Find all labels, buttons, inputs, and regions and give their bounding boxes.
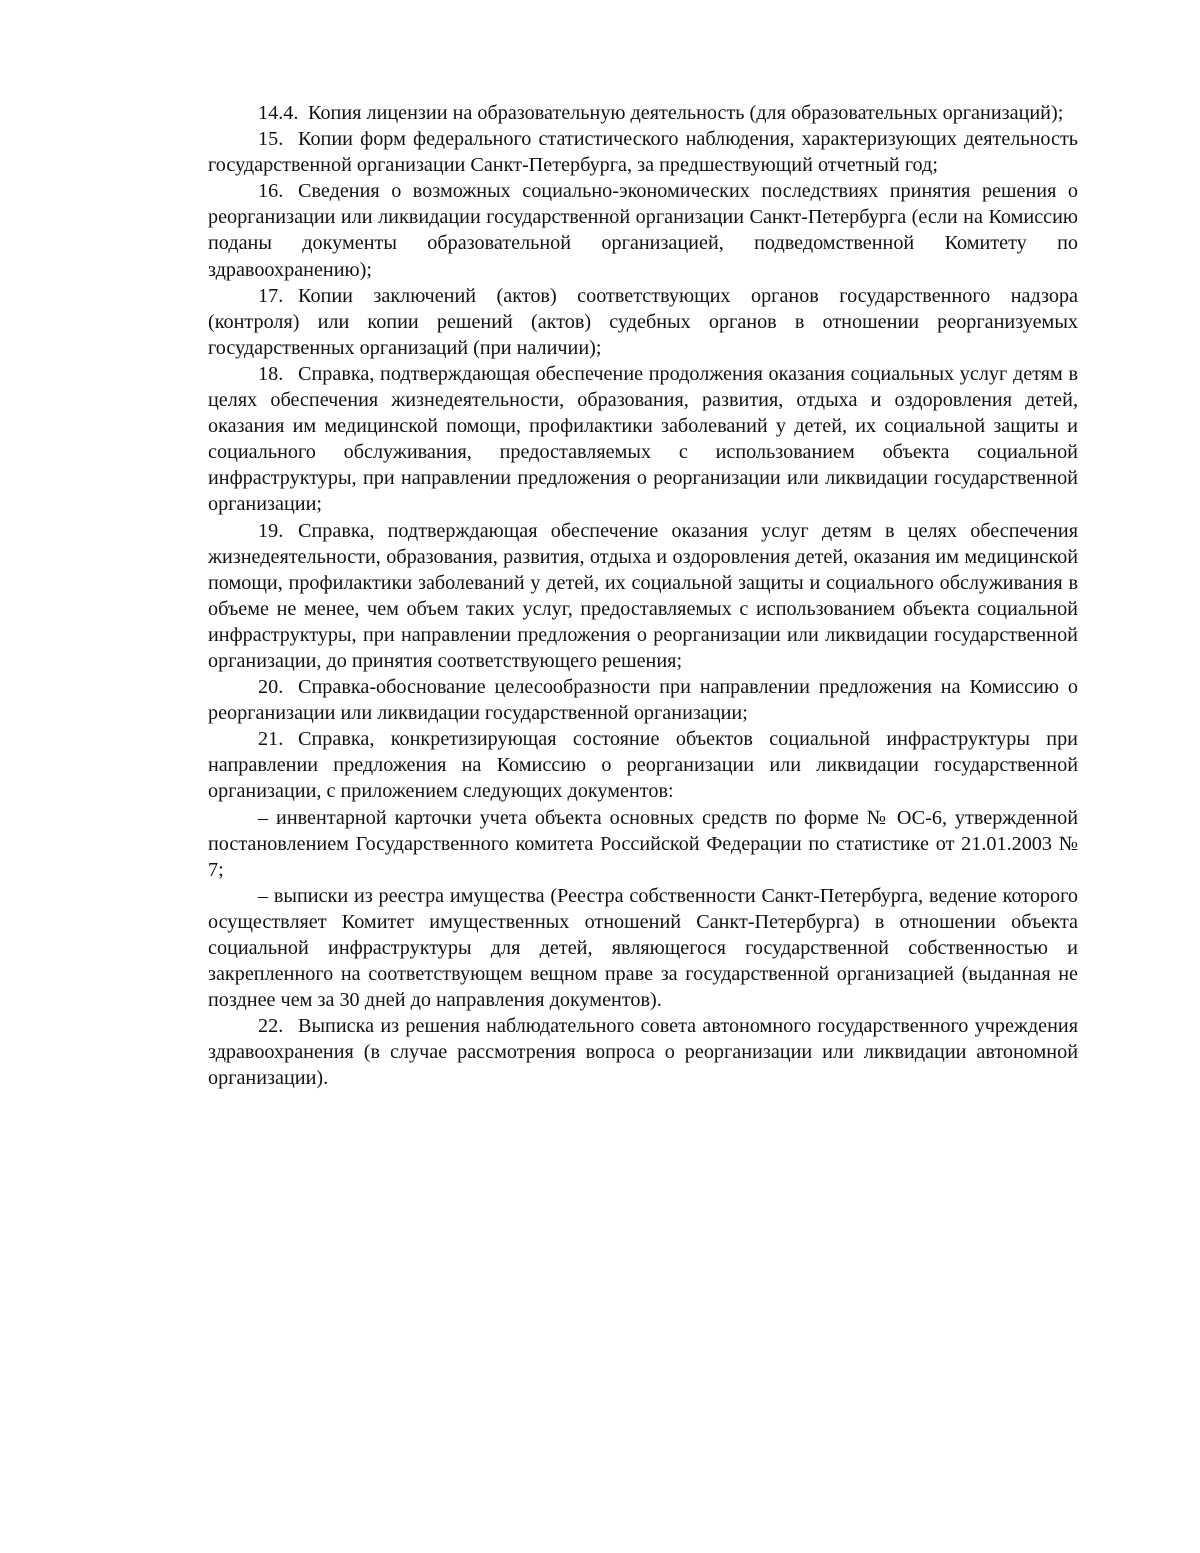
document-page bbox=[208, 100, 1078, 1092]
item-number: 20. bbox=[258, 676, 284, 699]
item-16 bbox=[208, 178, 1078, 282]
item-20 bbox=[208, 674, 1078, 726]
item-15 bbox=[208, 126, 1078, 178]
item-number: 16. bbox=[258, 180, 284, 203]
item-text: Копии заключений (актов) соответствующих органов государственного надзора (контроля) или копии решений (актов) судебных органов в отношении реорганизуемых государственных организаций (при наличии); bbox=[208, 284, 1078, 359]
item-number: 17. bbox=[258, 284, 284, 307]
item-text: Справка, конкретизирующая состояние объектов социальной инфраструктуры при направлении предложения на Комиссию о реорганизации или ликвидации государственной организации, с приложением следующих документов: bbox=[208, 728, 1078, 803]
item-number: 21. bbox=[258, 728, 284, 751]
item-text: – инвентарной карточки учета объекта основных средств по форме № ОС-6, утвержденной постановлением Государственного комитета Российской Федерации по статистике от 21.01.2003 № 7; bbox=[208, 806, 1078, 881]
item-text: Копии форм федерального статистического наблюдения, характеризующих деятельность государственной организации Санкт-Петербурга, за предшествующий отчетный год; bbox=[208, 128, 1078, 177]
item-number: 18. bbox=[258, 362, 284, 385]
item-number: 22. bbox=[258, 1015, 284, 1038]
item-text: Сведения о возможных социально-экономических последствиях принятия решения о реорганизации или ликвидации государственной организации Санкт-Петербурга (если на Комиссию поданы документы образовательной организацией, подведомственной Комитету по здравоохранению); bbox=[208, 180, 1078, 281]
item-14-4 bbox=[208, 100, 1078, 126]
item-21 bbox=[208, 726, 1078, 804]
item-text: – выписки из реестра имущества (Реестра собственности Санкт-Петербурга, ведение которого осуществляет Комитет имущественных отношений Санкт-Петербурга) в отношении объекта социальной инфраструктуры для детей, являющегося государственной собственностью и закрепленного на соответствующем вещном праве за государственной организацией (выданная не позднее чем за 30 дней до направления документов). bbox=[208, 884, 1078, 1012]
item-text: Справка, подтверждающая обеспечение продолжения оказания социальных услуг детям в целях обеспечения жизнедеятельности, образования, развития, отдыха и оздоровления детей, оказания им медицинской помощи, профилактики заболеваний у детей, их социальной защиты и социального обслуживания, предоставляемых с использованием объекта социальной инфраструктуры, при направлении предложения о реорганизации или ликвидации государственной организации; bbox=[208, 362, 1078, 516]
item-text: Выписка из решения наблюдательного совета автономного государственного учреждения здравоохранения (в случае рассмотрения вопроса о реорганизации или ликвидации автономной организации). bbox=[208, 1015, 1078, 1090]
item-text: Справка-обоснование целесообразности при направлении предложения на Комиссию о реорганизации или ликвидации государственной организации; bbox=[208, 676, 1078, 725]
item-17 bbox=[208, 283, 1078, 361]
item-19 bbox=[208, 518, 1078, 675]
sub-item-inventory-card bbox=[208, 805, 1078, 883]
sub-item-registry-extract bbox=[208, 883, 1078, 1013]
item-number: 19. bbox=[258, 519, 284, 542]
item-number: 14.4. bbox=[258, 102, 299, 124]
item-text: Справка, подтверждающая обеспечение оказания услуг детям в целях обеспечения жизнедеятельности, образования, развития, отдыха и оздоровления детей, оказания им медицинской помощи, профилактики заболеваний у детей, их социальной защиты и социального обслуживания в объеме не менее, чем объем таких услуг, предоставляемых с использованием объекта социальной инфраструктуры, при направлении предложения о реорганизации или ликвидации государственной организации, до принятия соответствующего решения; bbox=[208, 519, 1078, 672]
item-text: Копия лицензии на образовательную деятельность (для образовательных организаций); bbox=[308, 102, 1064, 124]
item-18 bbox=[208, 361, 1078, 518]
item-22 bbox=[208, 1013, 1078, 1091]
item-number: 15. bbox=[258, 128, 284, 151]
